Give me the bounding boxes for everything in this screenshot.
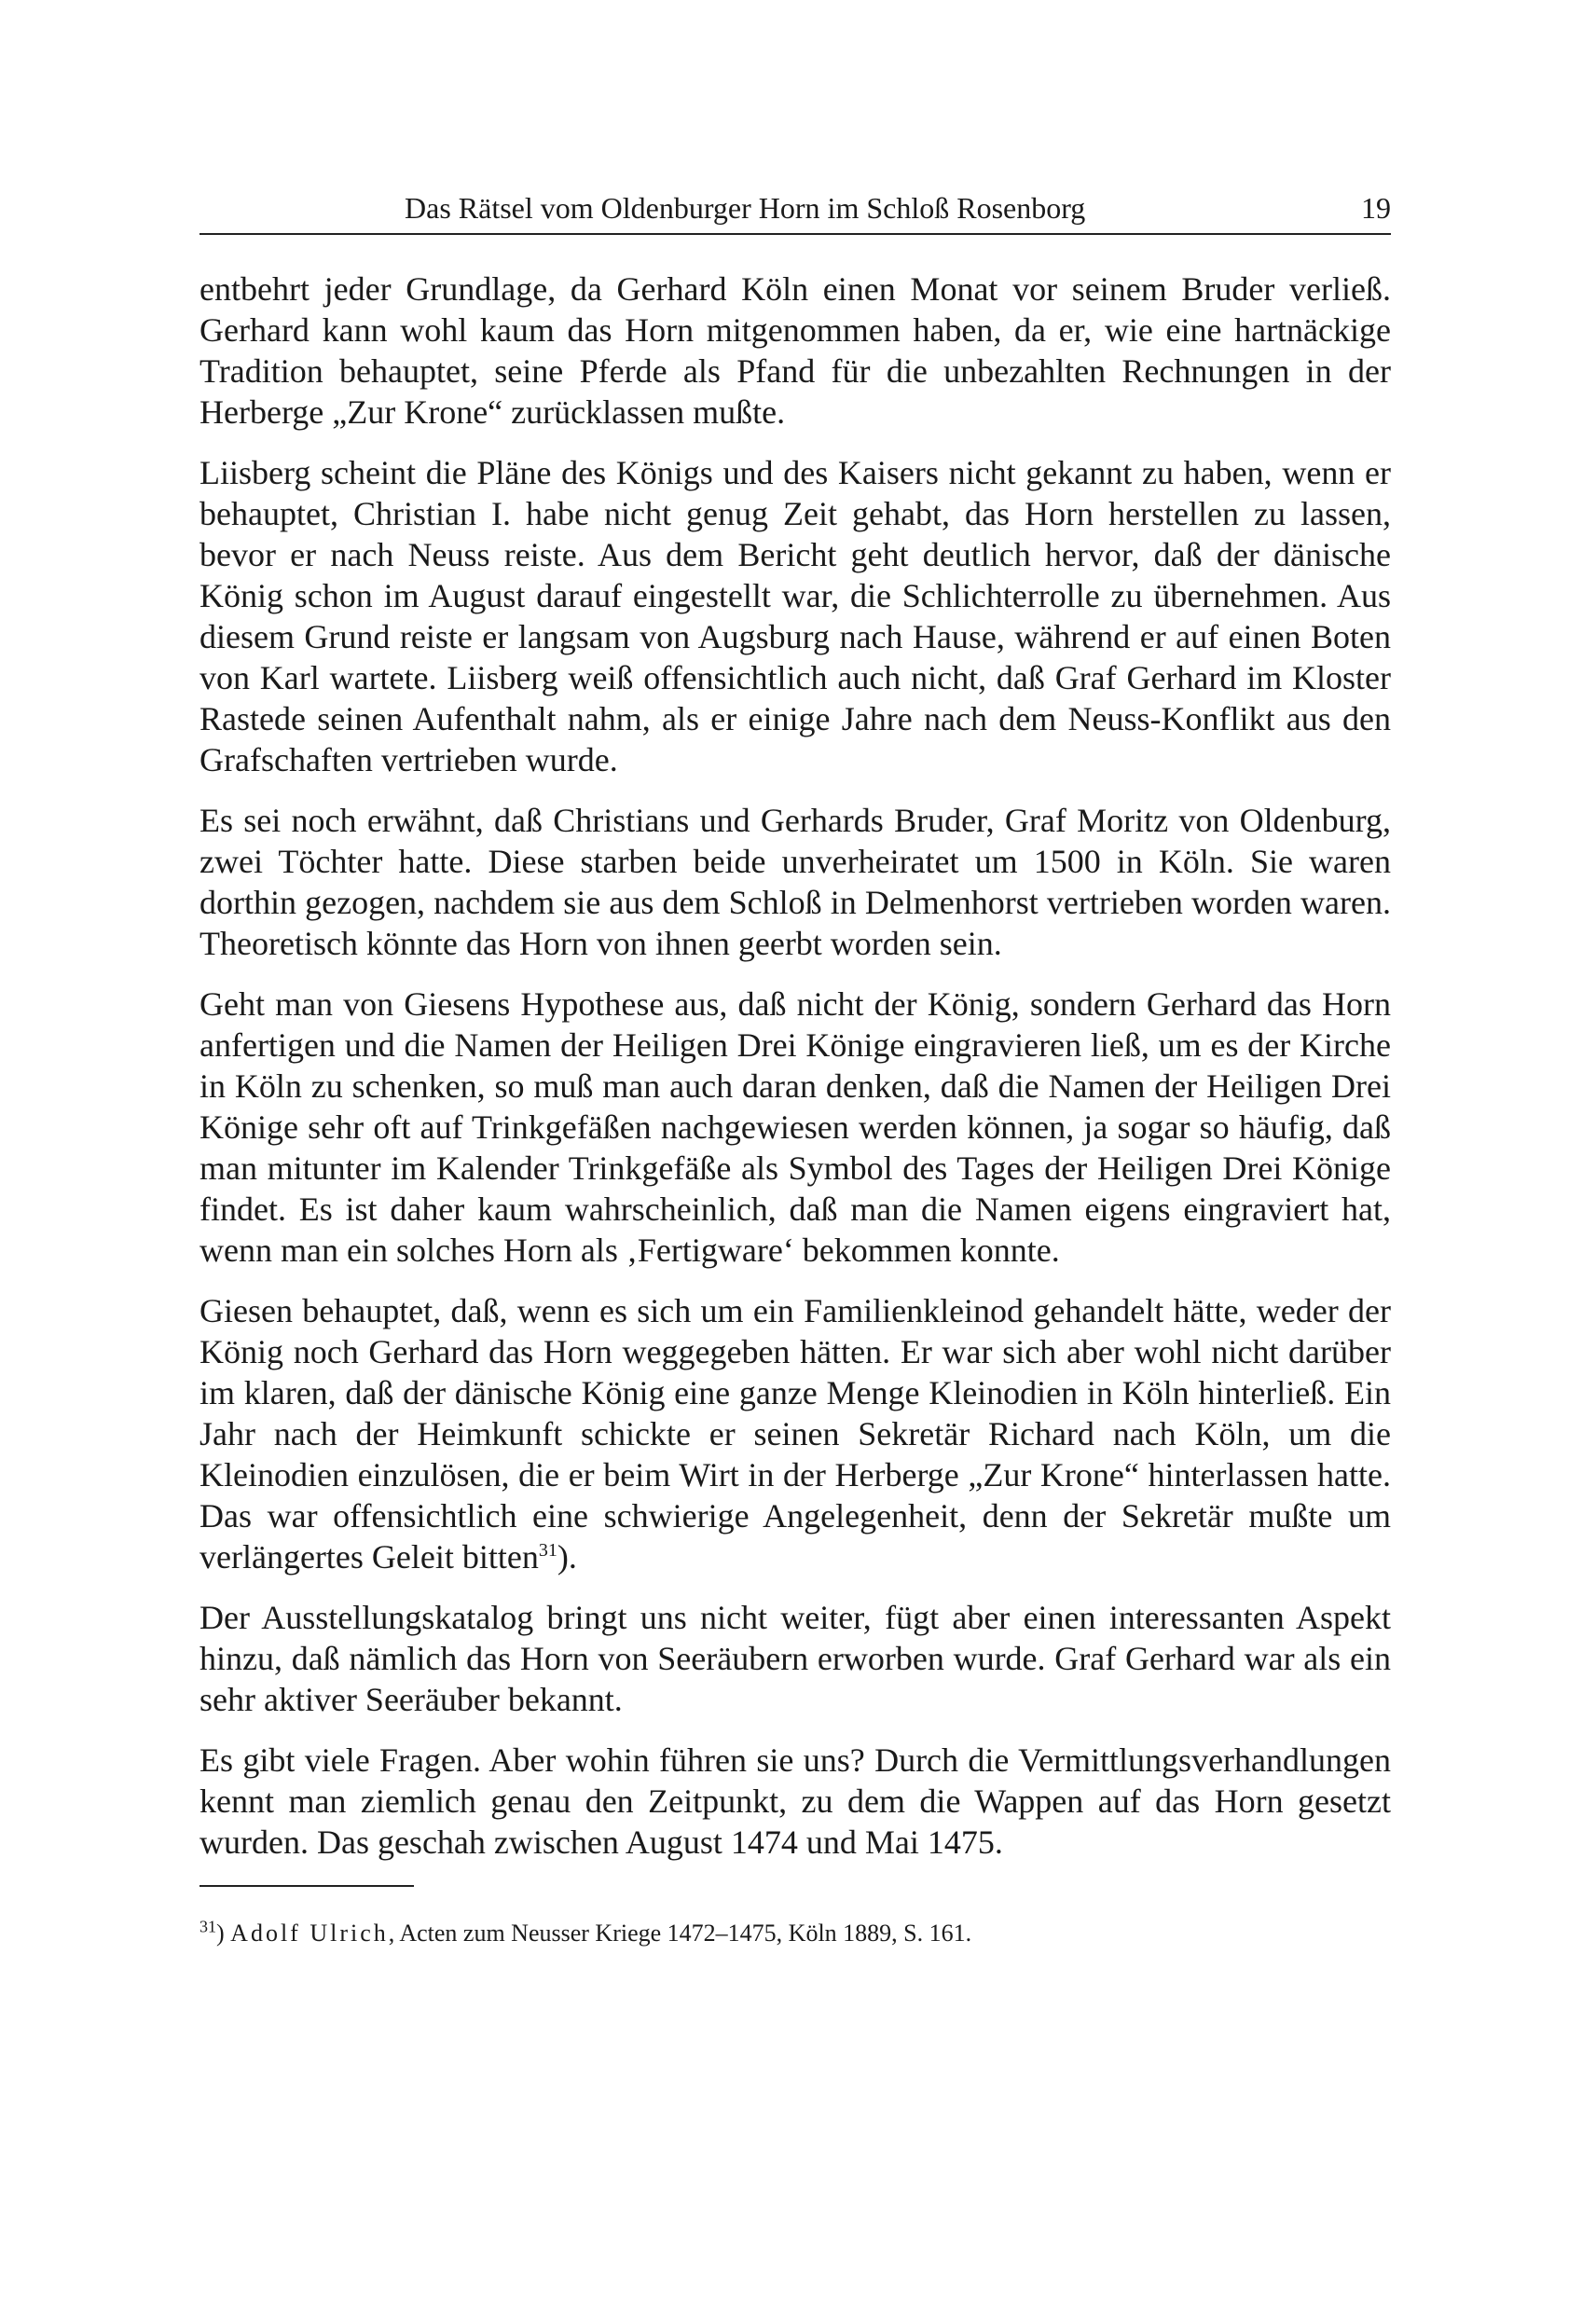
paragraph-2: Liisberg scheint die Pläne des Königs und des Kaisers nicht gekannt zu haben, wenn er behauptet, Christian I. habe nicht genug Zeit gehabt, das Horn herstellen zu lassen, bevor er nach Neuss reiste. Aus dem Bericht geht deutlich hervor, daß der dänische König schon im August darauf eingestellt war, die Schlichterrolle zu übernehmen. Aus diesem Grund reiste er langsam von Augsburg nach Hause, während er auf einen Boten von Karl wartete. Liisberg weiß offensichtlich auch nicht, daß Graf Gerhard im Kloster Rastede seinen Aufenthalt nahm, als er einige Jahre nach dem Neuss-Konflikt aus den Grafschaften vertrieben wurde. <box>200 454 1391 778</box>
running-title: Das Rätsel vom Oldenburger Horn im Schloß Rosenborg <box>405 191 1086 225</box>
footnote <box>200 1919 1391 1948</box>
body-text <box>200 268 1391 1863</box>
paragraph-3: Es sei noch erwähnt, daß Christians und Gerhards Bruder, Graf Moritz von Oldenburg, zwei Töchter hatte. Diese starben beide unverheiratet um 1500 in Köln. Sie waren dorthin gezogen, nachdem sie aus dem Schloß in Delmenhorst vertrieben worden waren. Theoretisch könnte das Horn von ihnen geerbt worden sein. <box>200 802 1391 962</box>
paragraph-5-closing: ). <box>557 1538 577 1576</box>
footnote-citation: , Acten zum Neusser Kriege 1472–1475, Köln 1889, S. 161. <box>388 1920 972 1947</box>
page-number: 19 <box>1361 191 1391 225</box>
paragraph-7: Es gibt viele Fragen. Aber wohin führen sie uns? Durch die Vermittlungsverhandlungen kennt man ziemlich genau den Zeitpunkt, zu dem die Wappen auf das Horn gesetzt wurden. Das geschah zwischen August 1474 und Mai 1475. <box>200 1741 1391 1861</box>
footnote-divider <box>200 1885 414 1887</box>
footnote-author: Adolf Ulrich <box>230 1920 389 1947</box>
footnote-marker: 31 <box>200 1917 216 1936</box>
paragraph-5-text: Giesen behauptet, daß, wenn es sich um ein Familienkleinod gehandelt hätte, weder der König noch Gerhard das Horn weggegeben hätten. Er war sich aber wohl nicht darüber im klaren, daß der dänische König eine ganze Menge Kleinodien in Köln hinterließ. Ein Jahr nach der Heimkunft schickte er seinen Sekretär Richard nach Köln, um die Kleinodien einzulösen, die er beim Wirt in der Herberge „Zur Krone“ hinterlassen hatte. Das war offensichtlich eine schwierige Angelegenheit, denn der Sekretär mußte um verlängertes Geleit bitten <box>200 1292 1391 1576</box>
paragraph-5 <box>200 1290 1391 1577</box>
paragraph-6: Der Ausstellungskatalog bringt uns nicht weiter, fügt aber einen interessanten Aspekt hinzu, daß nämlich das Horn von Seeräubern erworben wurde. Graf Gerhard war als ein sehr aktiver Seeräuber bekannt. <box>200 1599 1391 1718</box>
footnote-marker-paren: ) <box>216 1920 225 1947</box>
running-header <box>200 186 1391 235</box>
footnote-reference[interactable]: 31 <box>538 1540 557 1561</box>
paragraph-4: Geht man von Giesens Hypothese aus, daß nicht der König, sondern Gerhard das Horn anfertigen und die Namen der Heiligen Drei Könige eingravieren ließ, um es der Kirche in Köln zu schenken, so muß man auch daran denken, daß die Namen der Heiligen Drei Könige sehr oft auf Trinkgefäßen nachgewiesen werden können, ja sogar so häufig, daß man mitunter im Kalender Trinkgefäße als Symbol des Tages der Heiligen Drei Könige findet. Es ist daher kaum wahrscheinlich, daß man die Namen eigens eingraviert hat, wenn man ein solches Horn als ‚Fertigware‘ bekommen konnte. <box>200 985 1391 1269</box>
page <box>200 186 1391 1948</box>
paragraph-1: entbehrt jeder Grundlage, da Gerhard Köln einen Monat vor seinem Bruder verließ. Gerhard kann wohl kaum das Horn mitgenommen haben, da er, wie eine hartnäckige Tradition behauptet, seine Pferde als Pfand für die unbezahlten Rechnungen in der Herberge „Zur Krone“ zurücklassen mußte. <box>200 270 1391 431</box>
